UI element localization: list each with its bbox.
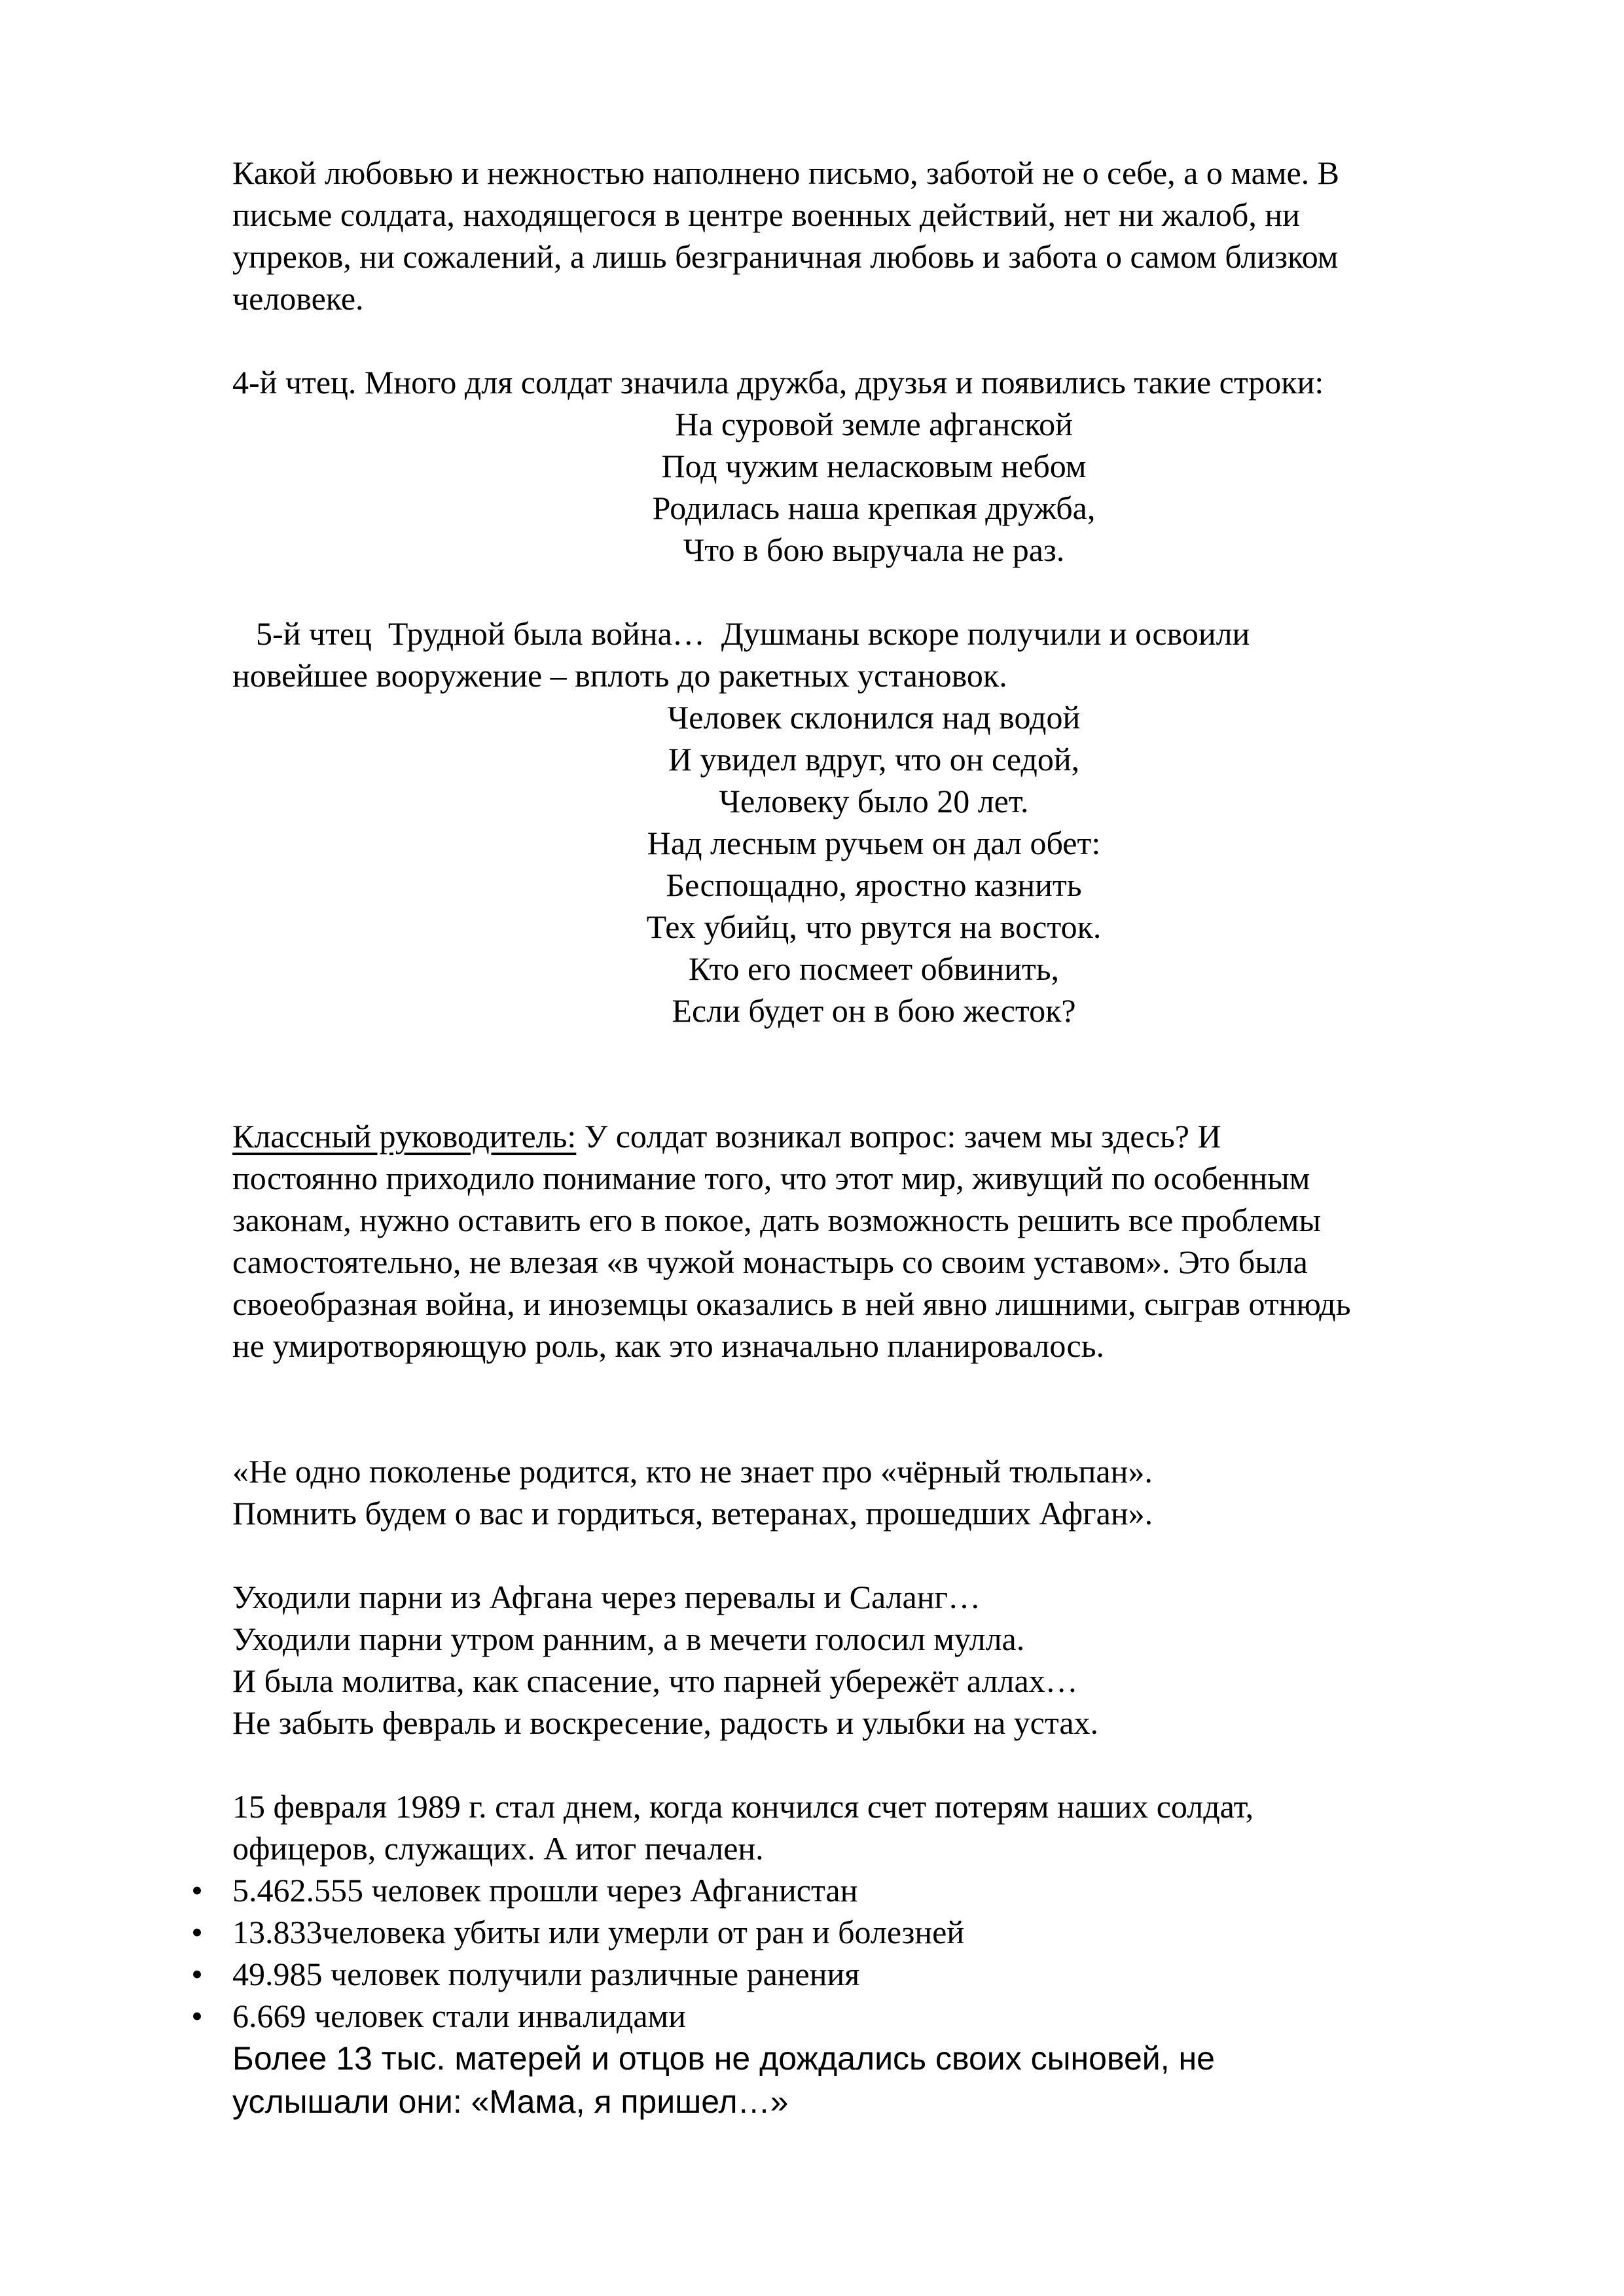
poem-line: И увидел вдруг, что он седой, — [668, 741, 1080, 778]
poem-line: Если будет он в бою жесток? — [672, 992, 1076, 1029]
document-page — [191, 152, 1515, 2123]
text-line: Какой любовью и нежностью наполнено письмо, заботой не о себе, а о маме. В — [232, 154, 1340, 191]
poem-line: Тех убийц, что рвутся на восток. — [646, 908, 1102, 945]
spacer — [232, 1534, 1515, 1576]
spacer — [232, 1031, 1515, 1115]
quote-line: «Не одно поколенье родится, кто не знает про «чёрный тюльпан». — [232, 1453, 1153, 1490]
text-line: самостоятельно, не влезая «в чужой монастырь со своим уставом». Это была — [232, 1244, 1308, 1280]
list-item-text: 6.669 человек стали инвалидами — [232, 1998, 686, 2034]
reader-4-poem — [232, 403, 1515, 571]
song-line: Не забыть февраль и воскресение, радость и улыбки на устах. — [232, 1704, 1099, 1741]
poem-line: Человеку было 20 лет. — [719, 783, 1029, 819]
text-line: письме солдата, находящегося в центре военных действий, нет ни жалоб, ни — [232, 196, 1300, 233]
quote-line: Помнить будем о вас и гордиться, ветеранах, прошедших Афган». — [232, 1495, 1153, 1532]
teacher-section — [232, 1115, 1515, 1367]
final-paragraph — [232, 2037, 1515, 2123]
text-line: постоянно приходило понимание того, что этот мир, живущий по особенным — [232, 1160, 1310, 1196]
list-item — [191, 1869, 1515, 1911]
text-line: человеке. — [232, 280, 364, 317]
list-item-text: 5.462.555 человек прошли через Афганистан — [232, 1872, 858, 1909]
reader-5-poem — [232, 696, 1515, 1031]
bullet-icon: • — [191, 1914, 203, 1950]
poem-line: Кто его посмеет обвинить, — [688, 950, 1060, 987]
song-line: И была молитва, как спасение, что парней убережёт аллах… — [232, 1662, 1078, 1699]
final-line: услышали они: «Мама, я пришел…» — [232, 2083, 789, 2120]
song-section — [232, 1576, 1515, 1744]
bullet-icon: • — [191, 1872, 203, 1909]
list-item — [191, 1911, 1515, 1953]
poem-line: Под чужим неласковым небом — [661, 448, 1087, 484]
teacher-first-line — [232, 1115, 1515, 1157]
intro-paragraph — [232, 152, 1515, 319]
text-line: законам, нужно оставить его в покое, дать возможность решить все проблемы — [232, 1202, 1322, 1238]
teacher-label: Классный руководитель: — [232, 1118, 577, 1155]
spacer — [232, 1744, 1515, 1785]
teacher-first-line-text: У солдат возникал вопрос: зачем мы здесь? И — [576, 1118, 1221, 1155]
poem-line: Что в бою выручала не раз. — [683, 531, 1065, 568]
poem-line: Человек склонился над водой — [667, 699, 1081, 736]
reader-4-section — [232, 361, 1515, 571]
text-line: упреков, ни сожалений, а лишь безграничная любовь и забота о самом близком — [232, 238, 1339, 275]
list-item — [191, 1995, 1515, 2037]
list-item — [191, 1953, 1515, 1995]
song-line: Уходили парни из Афгана через перевалы и Саланг… — [232, 1579, 981, 1615]
poem-line: Над лесным ручьем он дал обет: — [647, 825, 1101, 861]
text-line: своеобразная война, и иноземцы оказались в ней явно лишними, сыграв отнюдь — [232, 1285, 1351, 1322]
final-line: Более 13 тыс. матерей и отцов не дождались своих сыновей, не — [232, 2040, 1215, 2077]
list-item-text: 13.833человека убиты или умерли от ран и болезней — [232, 1914, 965, 1950]
text-line: офицеров, служащих. А итог печален. — [232, 1830, 764, 1867]
conclusion-section — [191, 1785, 1515, 2123]
bullet-icon: • — [191, 1998, 203, 2034]
reader-5-intro-continued: новейшее вооружение – вплоть до ракетных установок. — [232, 657, 1007, 694]
bullet-icon: • — [191, 1956, 203, 1992]
spacer — [232, 1367, 1515, 1450]
text-line: не умиротворяющую роль, как это изначально планировалось. — [232, 1327, 1105, 1364]
poem-line: Родилась наша крепкая дружба, — [652, 490, 1096, 526]
spacer — [232, 571, 1515, 613]
reader-5-intro: 5-й чтец Трудной была война… Душманы вскоре получили и освоили — [256, 615, 1250, 652]
poem-line: На суровой земле афганской — [675, 406, 1073, 442]
quote-section — [232, 1450, 1515, 1534]
spacer — [232, 319, 1515, 361]
reader-5-section — [232, 613, 1515, 1031]
reader-4-intro: 4-й чтец. Много для солдат значила дружба, друзья и появились такие строки: — [232, 364, 1324, 401]
poem-line: Беспощадно, яростно казнить — [666, 867, 1082, 903]
losses-list — [191, 1869, 1515, 2037]
text-line: 15 февраля 1989 г. стал днем, когда кончился счет потерям наших солдат, — [232, 1788, 1254, 1825]
song-line: Уходили парни утром ранним, а в мечети голосил мулла. — [232, 1621, 1025, 1657]
list-item-text: 49.985 человек получили различные ранения — [232, 1956, 860, 1992]
